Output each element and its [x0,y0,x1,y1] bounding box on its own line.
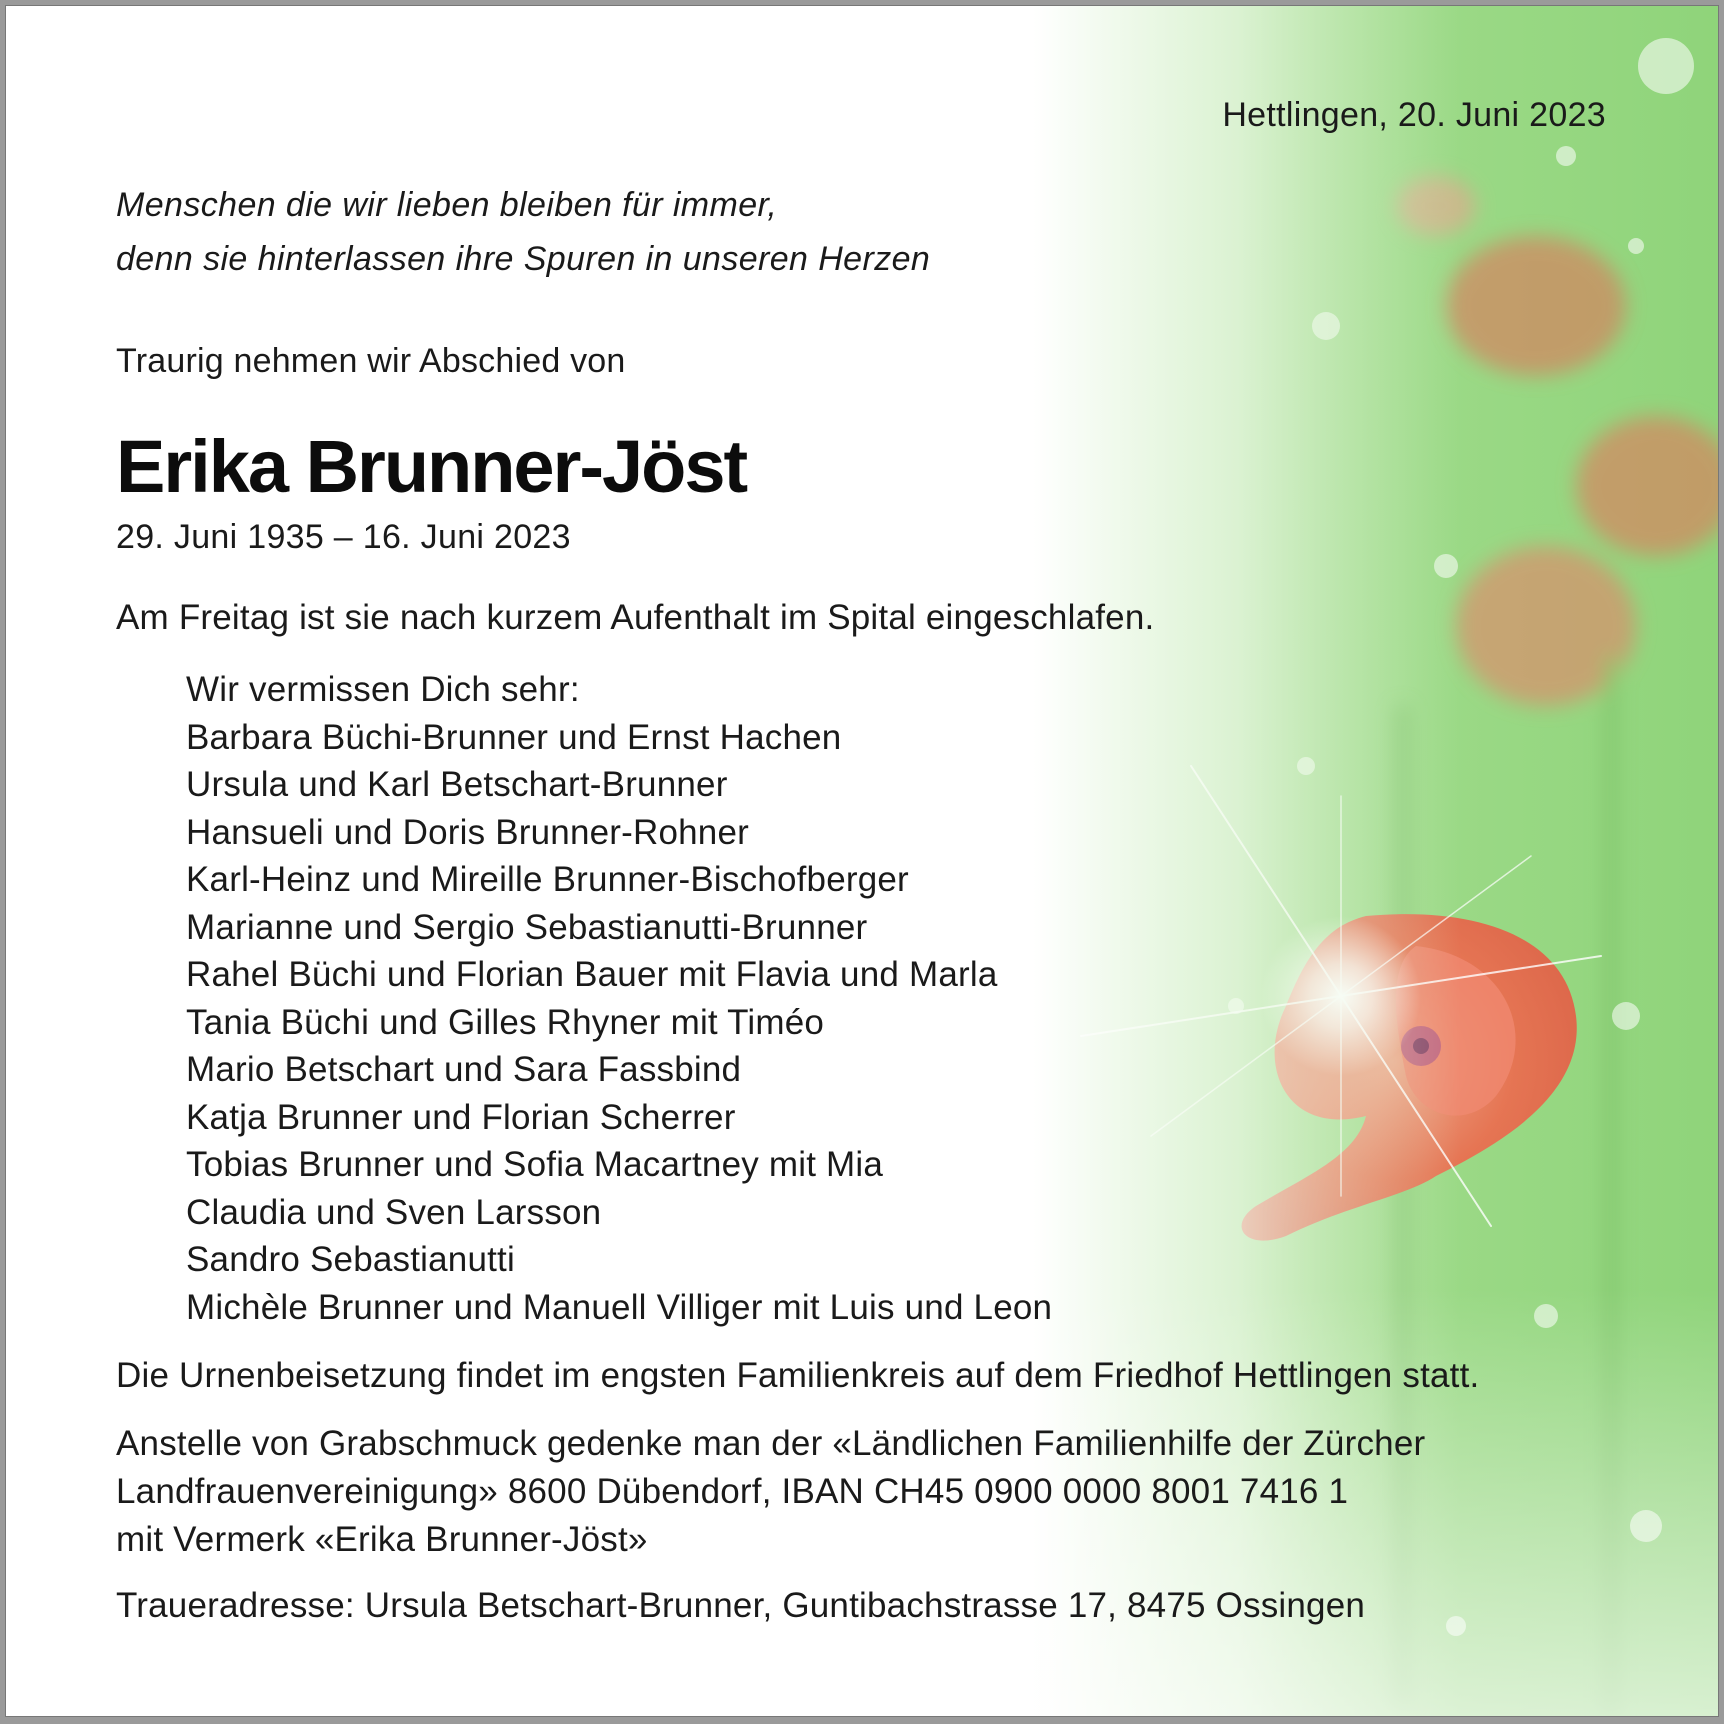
place-and-date: Hettlingen, 20. Juni 2023 [1222,96,1606,134]
mourner-entry: Katja Brunner und Florian Scherrer [186,1097,736,1137]
donation-line: mit Vermerk «Erika Brunner-Jöst» [116,1520,648,1559]
deceased-name: Erika Brunner-Jöst [116,425,747,508]
passing-message: Am Freitag ist sie nach kurzem Aufenthalt im Spital eingeschlafen. [116,598,1155,637]
mourner-entry: Michèle Brunner und Manuell Villiger mit Luis und Leon [186,1287,1053,1327]
mourner-entry: Rahel Büchi und Florian Bauer mit Flavia und Marla [186,955,998,994]
donation-line: Anstelle von Grabschmuck gedenke man der «Ländlichen Familienhilfe der Zürcher [116,1424,1426,1463]
mourners-list [186,666,1052,1331]
mourner-entry: Claudia und Sven Larsson [186,1192,602,1232]
obituary-notice [6,6,1718,1716]
mourner-entry: Karl-Heinz und Mireille Brunner-Bischofberger [186,860,909,899]
life-dates: 29. Juni 1935 – 16. Juni 2023 [116,518,571,556]
mourning-address: Traueradresse: Ursula Betschart-Brunner, Guntibachstrasse 17, 8475 Ossingen [116,1586,1366,1625]
mourner-entry: Barbara Büchi-Brunner und Ernst Hachen [186,717,842,757]
donation-line: Landfrauenvereinigung» 8600 Dübendorf, IBAN CH45 0900 0000 8001 7416 1 [116,1472,1349,1511]
intro-line: Traurig nehmen wir Abschied von [116,342,626,380]
mourner-entry: Ursula und Karl Betschart-Brunner [186,765,728,804]
mourners-heading: Wir vermissen Dich sehr: [186,670,580,709]
burial-notice: Die Urnenbeisetzung findet im engsten Familienkreis auf dem Friedhof Hettlingen statt. [116,1356,1480,1395]
mourner-entry: Sandro Sebastianutti [186,1240,515,1279]
mourner-entry: Marianne und Sergio Sebastianutti-Brunner [186,907,868,947]
mourner-entry: Mario Betschart und Sara Fassbind [186,1050,742,1089]
mourner-entry: Hansueli und Doris Brunner-Rohner [186,812,749,852]
memorial-verse-line: Menschen die wir lieben bleiben für immer, [116,186,778,224]
mourner-entry: Tobias Brunner und Sofia Macartney mit Mia [186,1145,884,1184]
mourner-entry: Tania Büchi und Gilles Rhyner mit Timéo [186,1002,825,1042]
memorial-verse [116,178,930,286]
memorial-verse-line: denn sie hinterlassen ihre Spuren in unseren Herzen [116,240,931,278]
donation-notice [116,1420,1425,1564]
